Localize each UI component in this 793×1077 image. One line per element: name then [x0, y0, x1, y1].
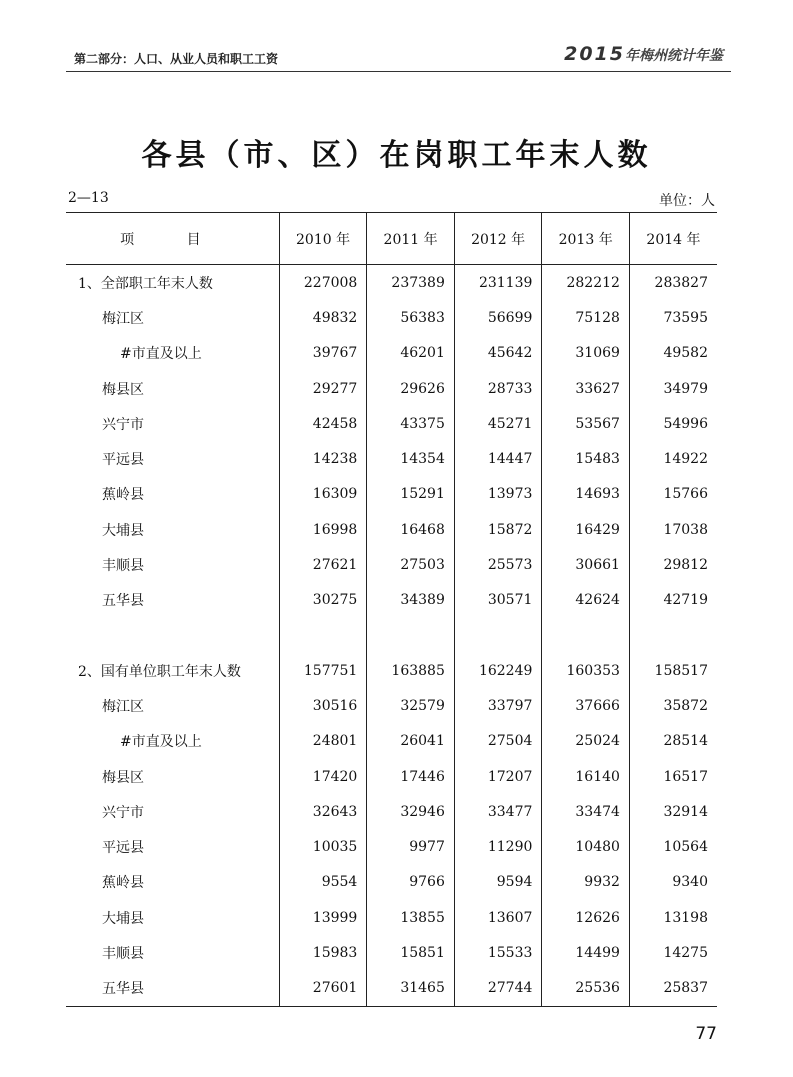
table-code: 2—13: [68, 190, 109, 206]
table-cell: 32643: [279, 794, 367, 829]
table-cell: 42719: [629, 583, 717, 618]
yearbook-header: [564, 43, 723, 65]
row-label: 梅江区: [102, 310, 144, 327]
table-cell: 14354: [367, 441, 455, 476]
table-cell: 30661: [542, 547, 630, 582]
table-cell: 13198: [629, 900, 717, 935]
table-cell: 17446: [367, 759, 455, 794]
row-label: 梅江区: [102, 698, 144, 715]
table-cell: 27503: [367, 547, 455, 582]
header-divider: [66, 71, 731, 72]
table-row: [66, 441, 717, 476]
table-cell: 42624: [542, 583, 630, 618]
table-cell: 34979: [629, 371, 717, 406]
table-cell: 39767: [279, 336, 367, 371]
table-cell: 158517: [629, 653, 717, 688]
table-cell: 10035: [279, 829, 367, 864]
table-row: [66, 794, 717, 829]
table-cell: 30275: [279, 583, 367, 618]
table-row: [66, 688, 717, 723]
table-row: [66, 300, 717, 335]
page-number: 77: [695, 1024, 717, 1044]
column-header: 2010 年: [279, 213, 367, 265]
table-cell: 25536: [542, 971, 630, 1007]
table-cell: 34389: [367, 583, 455, 618]
table-cell: 9977: [367, 829, 455, 864]
column-header: 项 目: [66, 213, 279, 265]
table-row: [66, 900, 717, 935]
row-label: 兴宁市: [102, 804, 144, 821]
table-cell: 9766: [367, 865, 455, 900]
table-cell: 29626: [367, 371, 455, 406]
table-cell: 28514: [629, 724, 717, 759]
table-cell: 163885: [367, 653, 455, 688]
table-cell: 9932: [542, 865, 630, 900]
table-row: [66, 724, 717, 759]
employee-table: [66, 212, 717, 1007]
row-label: 2、国有单位职工年末人数: [78, 663, 241, 680]
table-cell: 25024: [542, 724, 630, 759]
table-cell: [542, 618, 630, 653]
table-cell: 56383: [367, 300, 455, 335]
table-cell: 73595: [629, 300, 717, 335]
table-cell: 282212: [542, 265, 630, 301]
table-cell: 25837: [629, 971, 717, 1007]
table-row: [66, 336, 717, 371]
column-header: 2013 年: [542, 213, 630, 265]
row-label: 大埔县: [102, 910, 144, 927]
row-label: #市直及以上: [120, 734, 202, 751]
table-cell: [367, 618, 455, 653]
row-label: 兴宁市: [102, 416, 144, 433]
table-cell: 30516: [279, 688, 367, 723]
table-cell: 45642: [454, 336, 542, 371]
table-cell: 15291: [367, 477, 455, 512]
table-cell: 49832: [279, 300, 367, 335]
table-cell: [279, 618, 367, 653]
table-cell: 10480: [542, 829, 630, 864]
table-cell: 16468: [367, 512, 455, 547]
row-label: 梅县区: [102, 769, 144, 786]
table-cell: 35872: [629, 688, 717, 723]
row-label: 平远县: [102, 452, 144, 469]
table-row: [66, 371, 717, 406]
table-cell: 54996: [629, 406, 717, 441]
row-label: [66, 618, 279, 653]
column-header: 2014 年: [629, 213, 717, 265]
table-row: [66, 759, 717, 794]
table-cell: 15766: [629, 477, 717, 512]
row-label: 大埔县: [102, 522, 144, 539]
table-cell: 17038: [629, 512, 717, 547]
table-cell: 33627: [542, 371, 630, 406]
yearbook-year: 2015: [564, 43, 625, 65]
table-row: [66, 512, 717, 547]
table-cell: 26041: [367, 724, 455, 759]
page-title: 各县（市、区）在岗职工年末人数: [141, 138, 652, 173]
table-cell: 9340: [629, 865, 717, 900]
table-row: [66, 829, 717, 864]
table-cell: 10564: [629, 829, 717, 864]
table-row: [66, 265, 717, 301]
table-cell: 49582: [629, 336, 717, 371]
row-label: 丰顺县: [102, 558, 144, 575]
table-cell: 53567: [542, 406, 630, 441]
table-row: [66, 971, 717, 1007]
table-cell: 56699: [454, 300, 542, 335]
table-row: [66, 406, 717, 441]
table-header-row: [66, 213, 717, 265]
table-cell: 14499: [542, 935, 630, 970]
table-cell: 162249: [454, 653, 542, 688]
table-cell: 14275: [629, 935, 717, 970]
table-cell: 31069: [542, 336, 630, 371]
table-cell: 25573: [454, 547, 542, 582]
table-cell: 14693: [542, 477, 630, 512]
table-cell: 32914: [629, 794, 717, 829]
table-cell: 15851: [367, 935, 455, 970]
row-label: 蕉岭县: [102, 875, 144, 892]
row-label: 平远县: [102, 840, 144, 857]
table-cell: 157751: [279, 653, 367, 688]
table-cell: 33797: [454, 688, 542, 723]
table-cell: 15983: [279, 935, 367, 970]
table-cell: 42458: [279, 406, 367, 441]
table-row: [66, 547, 717, 582]
table-cell: 14447: [454, 441, 542, 476]
table-cell: 14922: [629, 441, 717, 476]
table-cell: 16309: [279, 477, 367, 512]
table-cell: 16429: [542, 512, 630, 547]
table-cell: 13607: [454, 900, 542, 935]
table-cell: 29812: [629, 547, 717, 582]
table-cell: 16140: [542, 759, 630, 794]
table-cell: 75128: [542, 300, 630, 335]
table-cell: [454, 618, 542, 653]
table-cell: 160353: [542, 653, 630, 688]
table-cell: 17420: [279, 759, 367, 794]
table-cell: 30571: [454, 583, 542, 618]
table-cell: 27504: [454, 724, 542, 759]
table-cell: 13855: [367, 900, 455, 935]
row-label: 1、全部职工年末人数: [78, 275, 213, 292]
table-cell: 16517: [629, 759, 717, 794]
table-cell: 15872: [454, 512, 542, 547]
table-cell: 9554: [279, 865, 367, 900]
row-label: 丰顺县: [102, 945, 144, 962]
table-cell: 32946: [367, 794, 455, 829]
table-cell: 15483: [542, 441, 630, 476]
table-cell: 283827: [629, 265, 717, 301]
row-label: 蕉岭县: [102, 487, 144, 504]
table-cell: 45271: [454, 406, 542, 441]
table-body: [66, 265, 717, 1007]
table-cell: 37666: [542, 688, 630, 723]
table-cell: 33474: [542, 794, 630, 829]
yearbook-name: 年梅州统计年鉴: [625, 48, 723, 64]
table-cell: 13973: [454, 477, 542, 512]
table-cell: 9594: [454, 865, 542, 900]
table-cell: 46201: [367, 336, 455, 371]
table-cell: 11290: [454, 829, 542, 864]
table-cell: 27621: [279, 547, 367, 582]
row-label: 梅县区: [102, 381, 144, 398]
table-row: [66, 653, 717, 688]
table-cell: 237389: [367, 265, 455, 301]
table-cell: 227008: [279, 265, 367, 301]
column-header: 2011 年: [367, 213, 455, 265]
spacer-row: [66, 618, 717, 653]
table-cell: 28733: [454, 371, 542, 406]
table-cell: 13999: [279, 900, 367, 935]
section-header: 第二部分：人口、从业人员和职工工资: [74, 52, 279, 66]
table-cell: 33477: [454, 794, 542, 829]
row-label: #市直及以上: [120, 346, 202, 363]
table-row: [66, 583, 717, 618]
table-cell: 29277: [279, 371, 367, 406]
table-cell: 24801: [279, 724, 367, 759]
table-cell: 17207: [454, 759, 542, 794]
row-label: 五华县: [66, 971, 279, 1007]
table-cell: 32579: [367, 688, 455, 723]
table-cell: 15533: [454, 935, 542, 970]
table-cell: 31465: [367, 971, 455, 1007]
table-cell: 231139: [454, 265, 542, 301]
table-cell: [629, 618, 717, 653]
table-row: [66, 935, 717, 970]
table-cell: 16998: [279, 512, 367, 547]
table-cell: 12626: [542, 900, 630, 935]
unit-label: 单位：人: [659, 193, 715, 209]
table-cell: 43375: [367, 406, 455, 441]
table-row: [66, 477, 717, 512]
table-row: [66, 865, 717, 900]
table-cell: 14238: [279, 441, 367, 476]
table-cell: 27601: [279, 971, 367, 1007]
row-label: 五华县: [102, 593, 144, 610]
column-header: 2012 年: [454, 213, 542, 265]
table-cell: 27744: [454, 971, 542, 1007]
